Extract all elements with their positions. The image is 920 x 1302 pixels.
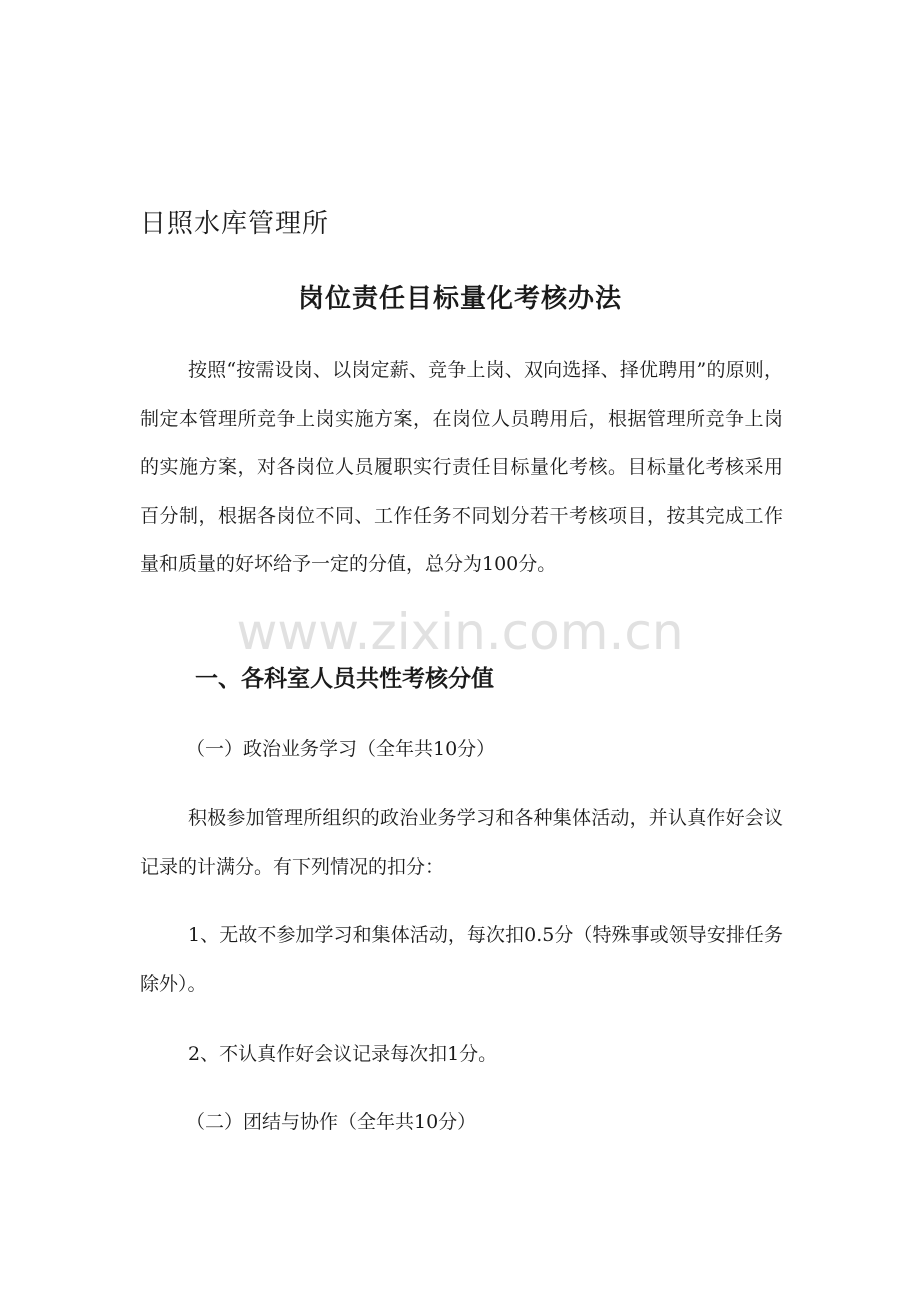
watermark: www.zixin.com.cn bbox=[236, 603, 684, 661]
intro-paragraph: 按照“按需设岗、以岗定薪、竞争上岗、双向选择、择优聘用”的原则，制定本管理所竞争上岗实施方案，在岗位人员聘用后，根据管理所竞争上岗的实施方案，对各岗位人员履职实行责任目标量化考核。目标量化考核采用百分制，根据各岗位不同、工作任务不同划分若干考核项目，按其完成工作量和质量的好坏给予一定的分值，总分为100分。 bbox=[140, 359, 783, 576]
list-item-absence-deduction: 1、无故不参加学习和集体活动，每次扣0.5分（特殊事或领导安排任务除外）。 bbox=[140, 924, 783, 995]
subsection-heading-politics-study: （一）政治业务学习（全年共10分） bbox=[186, 738, 496, 760]
section-heading: 一、各科室人员共性考核分值 bbox=[195, 666, 494, 692]
organization-title: 日照水库管理所 bbox=[140, 209, 330, 239]
list-item-record-deduction: 2、不认真作好会议记录每次扣1分。 bbox=[188, 1043, 498, 1065]
subsection-heading-teamwork: （二）团结与协作（全年共10分） bbox=[186, 1111, 477, 1133]
paragraph-participation: 积极参加管理所组织的政治业务学习和各种集体活动，并认真作好会议记录的计满分。有下列情况的扣分： bbox=[140, 807, 783, 878]
document-title: 岗位责任目标量化考核办法 bbox=[297, 284, 622, 314]
